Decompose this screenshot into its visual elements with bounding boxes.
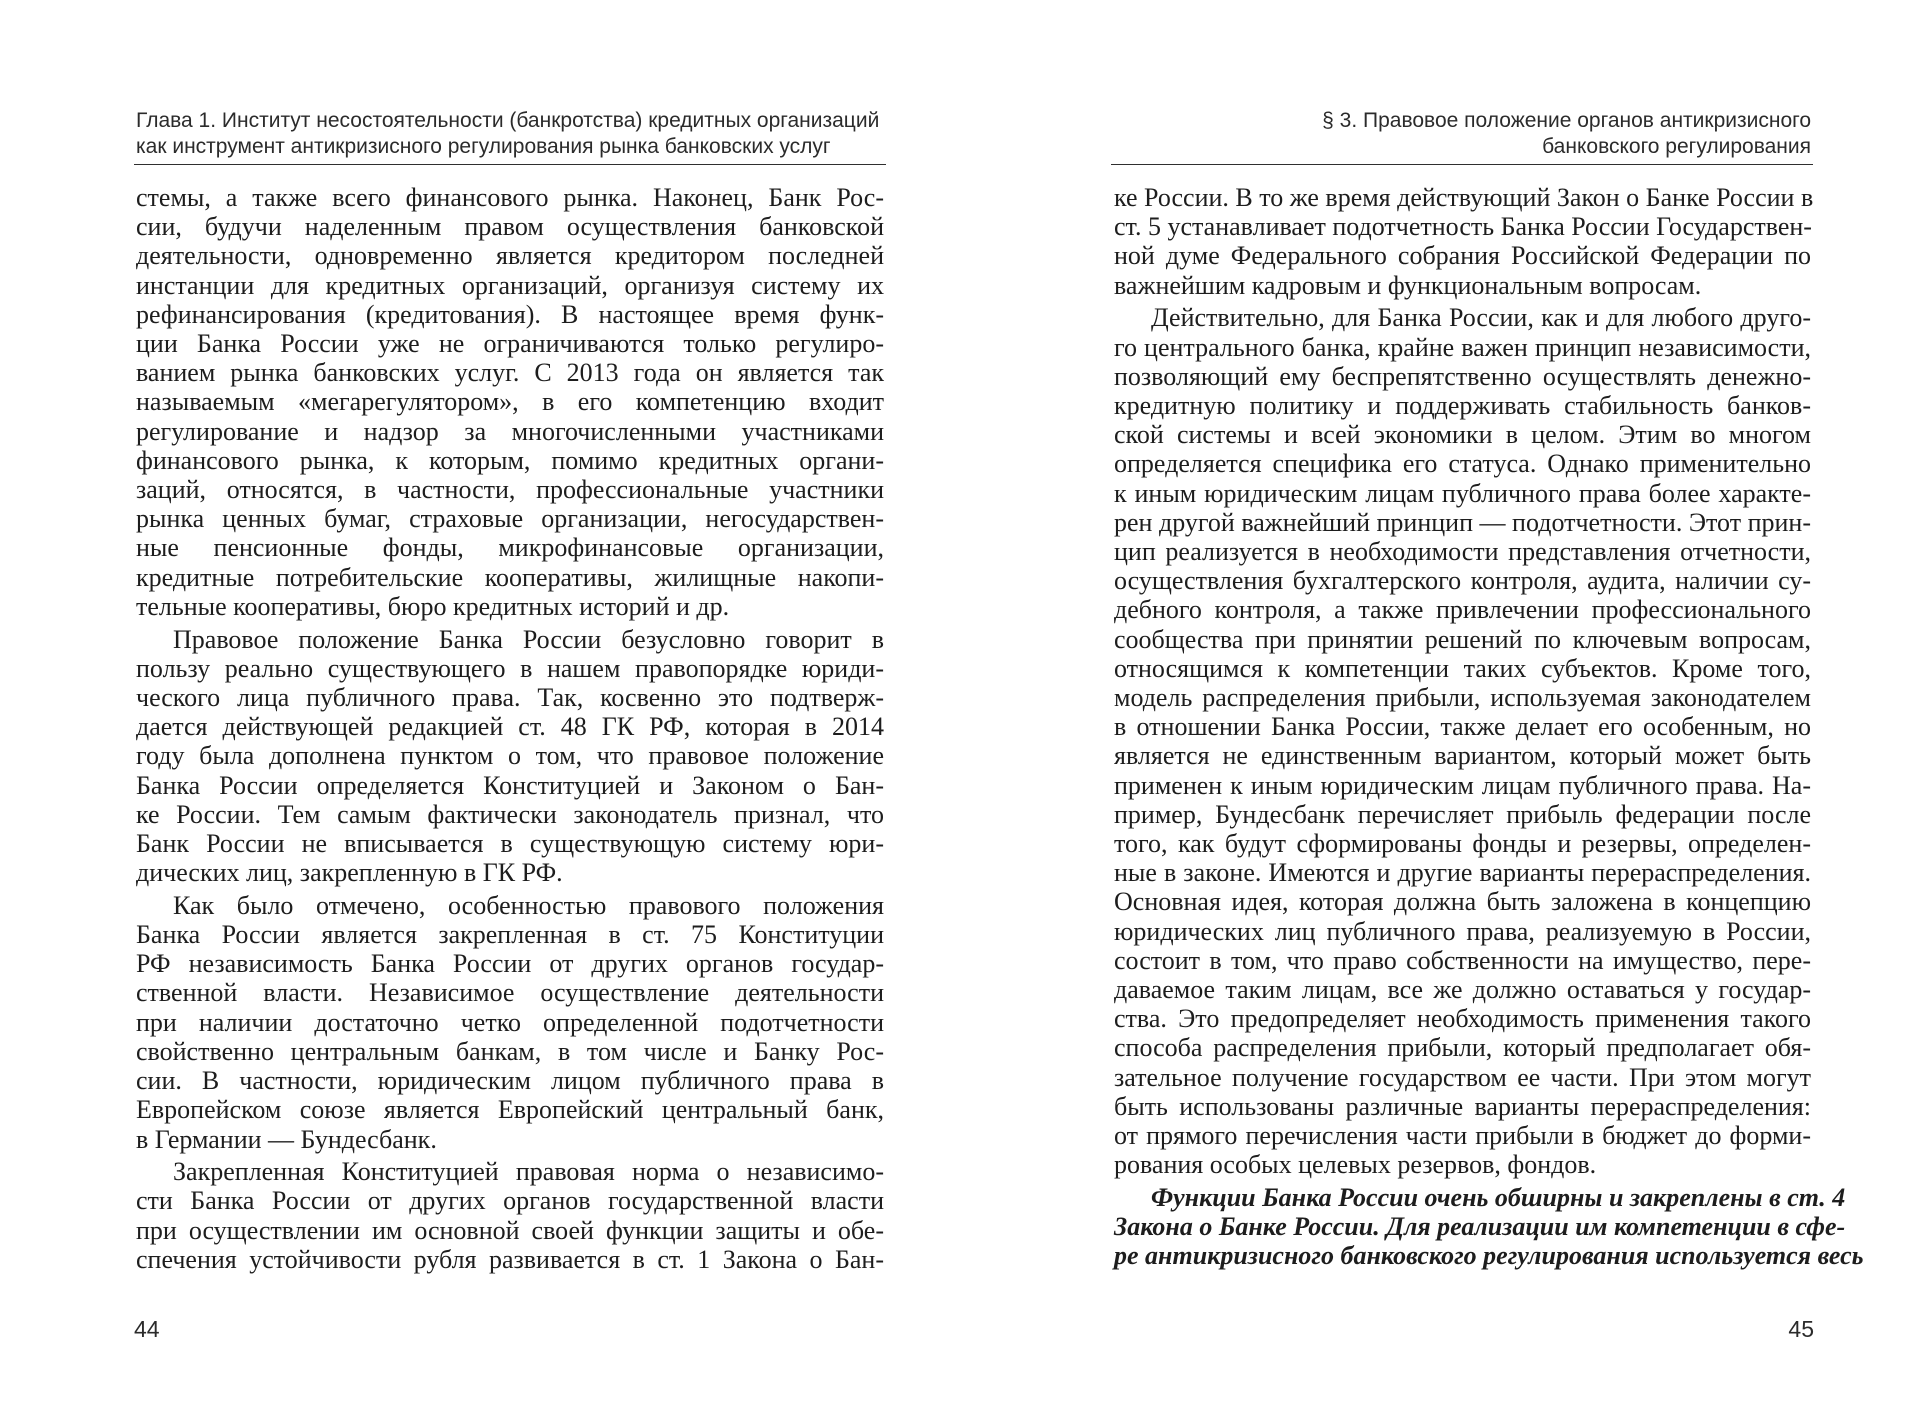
text-line: ской системы и всей экономики в целом. Этим во многом bbox=[1114, 420, 1811, 450]
text-line: дических лиц, закрепленную в ГК РФ. bbox=[136, 858, 563, 888]
text-line: Банка России является закрепленная в ст. 75 Конституции bbox=[136, 920, 884, 950]
text-line: применен к иным юридическим лицам публичного права. На- bbox=[1114, 770, 1811, 800]
text-line: ческого лица публичного права. Так, косвенно это подтверж- bbox=[136, 682, 884, 712]
text-line: инстанции для кредитных организаций, организуя систему их bbox=[136, 270, 884, 300]
text-line: свойственно центральным банкам, в том числе и Банку Рос- bbox=[136, 1036, 884, 1066]
text-line: модель распределения прибыли, используемая законодателем bbox=[1114, 682, 1811, 712]
text-line: от прямого перечисления части прибыли в бюджет до форми- bbox=[1114, 1121, 1811, 1150]
text-line: быть использованы различные варианты перераспределения: bbox=[1114, 1091, 1811, 1121]
text-line: при наличии достаточно четко определенной подотчетности bbox=[136, 1007, 884, 1037]
text-line: даваемое таким лицам, все же должно оставаться у государ- bbox=[1114, 974, 1811, 1004]
body-text bbox=[1114, 183, 1864, 1274]
text-line: позволяющий ему беспрепятственно осуществлять денежно- bbox=[1114, 361, 1811, 391]
text-line: рования особых целевых резервов, фондов. bbox=[1114, 1150, 1597, 1180]
text-line: ванием рынка банковских услуг. С 2013 года он является так bbox=[136, 358, 884, 388]
text-line: деятельности, одновременно является кредитором последней bbox=[136, 241, 884, 271]
page-number: 44 bbox=[134, 1316, 160, 1342]
text-line: стемы, а также всего финансового рынка. Наконец, Банк Рос- bbox=[136, 183, 884, 212]
text-line: Действительно, для Банка России, как и для любого друго- bbox=[1151, 303, 1811, 333]
paragraph bbox=[136, 625, 884, 888]
text-line: го центрального банка, крайне важен принцип независимости, bbox=[1114, 332, 1811, 362]
text-line: пример, Бундесбанк перечисляет прибыль федерации после bbox=[1114, 799, 1811, 829]
text-line: цип реализуется в необходимости представления отчетности, bbox=[1114, 536, 1811, 566]
text-line: кредитные потребительские кооперативы, жилищные накопи- bbox=[136, 562, 884, 592]
text-line: пользу реально существующего в нашем правопорядке юриди- bbox=[136, 653, 884, 683]
running-head-section bbox=[1114, 108, 1811, 160]
text-line: рефинансирования (кредитования). В настоящее время функ- bbox=[136, 299, 884, 329]
left-page bbox=[0, 0, 954, 1414]
header-rule bbox=[134, 164, 886, 165]
paragraph bbox=[1114, 183, 1814, 300]
text-line: Как было отмечено, особенностью правового положения bbox=[173, 890, 884, 920]
text-line: рынка ценных бумаг, страховые организации, негосударствен- bbox=[136, 504, 884, 534]
text-line: осуществления бухгалтерского контроля, аудита, наличии су- bbox=[1114, 566, 1811, 596]
text-line: РФ независимость Банка России от других органов государ- bbox=[136, 949, 884, 979]
text-line: спечения устойчивости рубля развивается в ст. 1 Закона о Бан- bbox=[136, 1244, 884, 1274]
text-line: состоит в том, что право собственности на имущество, пере- bbox=[1114, 945, 1811, 975]
text-line: зательное получение государством ее части. При этом могут bbox=[1114, 1062, 1811, 1092]
text-line: Европейском союзе является Европейский центральный банк, bbox=[136, 1095, 884, 1125]
text-line: заций, относятся, в частности, профессиональные участники bbox=[136, 475, 884, 505]
running-head-line: § 3. Правовое положение органов антикризисного bbox=[1322, 109, 1811, 132]
running-head-line: банковского регулирования bbox=[1542, 135, 1811, 158]
body-text bbox=[136, 183, 884, 1278]
text-line: Функции Банка России очень обширны и закреплены в ст. 4 bbox=[1151, 1182, 1846, 1212]
text-line: относящимся к компетенции таких субъектов. Кроме того, bbox=[1114, 653, 1811, 683]
text-line: в отношении Банка России, также делает его особенным, но bbox=[1114, 712, 1811, 742]
emphasized-paragraph bbox=[1114, 1182, 1864, 1271]
text-line: сти Банка России от других органов государственной власти bbox=[136, 1186, 884, 1216]
text-line: важнейшим кадровым и функциональным вопросам. bbox=[1114, 270, 1702, 300]
text-line: ственной власти. Независимое осуществление деятельности bbox=[136, 978, 884, 1008]
text-line: является не единственным вариантом, который может быть bbox=[1114, 741, 1811, 771]
text-line: сии. В частности, юридическим лицом публичного права в bbox=[136, 1066, 884, 1096]
paragraph bbox=[136, 891, 884, 1154]
header-rule bbox=[1111, 164, 1813, 165]
text-line: ст. 5 устанавливает подотчетность Банка России Государствен- bbox=[1114, 212, 1812, 242]
text-line: ства. Это предопределяет необходимость применения такого bbox=[1114, 1004, 1811, 1034]
text-line: того, как будут сформированы фонды и резервы, определен- bbox=[1114, 828, 1811, 858]
text-line: Закрепленная Конституцией правовая норма о независимо- bbox=[173, 1157, 884, 1187]
text-line: ции Банка России уже не ограничиваются только регулиро- bbox=[136, 329, 884, 359]
text-line: тельные кооперативы, бюро кредитных историй и др. bbox=[136, 591, 730, 621]
running-head-line: как инструмент антикризисного регулирования рынка банковских услуг bbox=[136, 135, 831, 158]
text-line: ке России. В то же время действующий Закон о Банке России в bbox=[1114, 183, 1814, 212]
text-line: ные пенсионные фонды, микрофинансовые организации, bbox=[136, 533, 884, 563]
paragraph bbox=[1114, 303, 1811, 1179]
text-line: дается действующей редакцией ст. 48 ГК РФ, которая в 2014 bbox=[136, 712, 884, 742]
running-head-chapter bbox=[136, 108, 884, 160]
page-number: 45 bbox=[1788, 1316, 1814, 1342]
text-line: сии, будучи наделенным правом осуществления банковской bbox=[136, 212, 884, 242]
text-line: Правовое положение Банка России безусловно говорит в bbox=[173, 624, 884, 654]
text-line: Закона о Банке России. Для реализации им компетенции в сфе- bbox=[1114, 1212, 1846, 1242]
text-line: ной думе Федерального собрания Российской Федерации по bbox=[1114, 241, 1811, 271]
text-line: при осуществлении им основной своей функции защиты и обе- bbox=[136, 1215, 884, 1245]
text-line: способа распределения прибыли, который предполагает обя- bbox=[1114, 1033, 1811, 1063]
paragraph bbox=[136, 183, 884, 621]
text-line: называемым «мегарегулятором», в его компетенцию входит bbox=[136, 387, 884, 417]
text-line: году была дополнена пунктом о том, что правовое положение bbox=[136, 741, 884, 771]
text-line: рен другой важнейший принцип — подотчетности. Этот прин- bbox=[1114, 507, 1811, 537]
text-line: кредитную политику и поддерживать стабильность банков- bbox=[1114, 390, 1811, 420]
text-line: Банк России не вписывается в существующую систему юри- bbox=[136, 828, 884, 858]
text-line: ке России. Тем самым фактически законодатель признал, что bbox=[136, 799, 884, 829]
text-line: Банка России определяется Конституцией и Законом о Бан- bbox=[136, 770, 884, 800]
text-line: ре антикризисного банковского регулирования используется весь bbox=[1114, 1241, 1864, 1271]
text-line: финансового рынка, к которым, помимо кредитных органи- bbox=[136, 445, 884, 475]
running-head-line: Глава 1. Институт несостоятельности (банкротства) кредитных организаций bbox=[136, 109, 880, 132]
text-line: Основная идея, которая должна быть заложена в концепцию bbox=[1114, 887, 1811, 917]
paragraph bbox=[136, 1157, 884, 1274]
text-line: регулирование и надзор за многочисленными участниками bbox=[136, 416, 884, 446]
text-line: юридических лиц публичного права, реализуемую в России, bbox=[1114, 916, 1811, 946]
text-line: в Германии — Бундесбанк. bbox=[136, 1124, 437, 1154]
text-line: ные в законе. Имеются и другие варианты перераспределения. bbox=[1114, 858, 1811, 888]
right-page bbox=[954, 0, 1909, 1414]
text-line: сообщества при принятии решений по ключевым вопросам, bbox=[1114, 624, 1811, 654]
text-line: определяется специфика его статуса. Однако применительно bbox=[1114, 449, 1811, 479]
text-line: дебного контроля, а также привлечении профессионального bbox=[1114, 595, 1811, 625]
text-line: к иным юридическим лицам публичного права более характе- bbox=[1114, 478, 1811, 508]
